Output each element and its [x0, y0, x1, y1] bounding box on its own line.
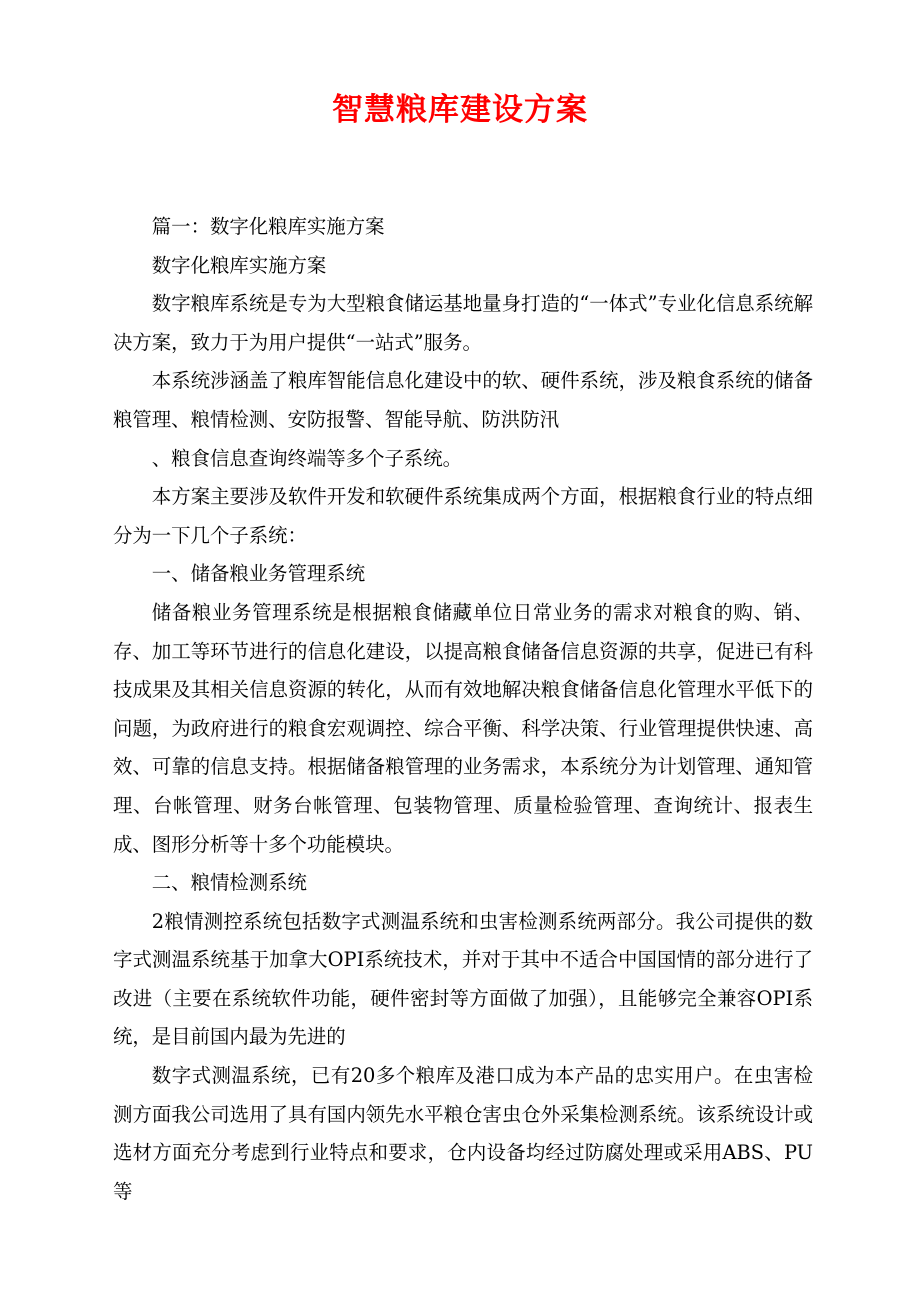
- paragraph-subtitle: 数字化粮库实施方案: [151, 253, 327, 277]
- paragraph-heading: 二、粮情检测系统: [151, 871, 307, 895]
- paragraph-section-heading: 篇一：数字化粮库实施方案: [151, 215, 385, 238]
- paragraph: 储备粮业务管理系统是根据粮食储藏单位日常业务的需求对粮食的购、销、存、加工等环节进行的信息化建设，以提高粮食储备信息资源的共享，促进已有科技成果及其相关信息资源的转化，从而有效地解决粮食储备信息化管理水平低下的问题，为政府进行的粮食宏观调控、综合平衡、科学决策、行业管理提供快速、高效、可靠的信息支持。根据储备粮管理的业务需求，本系统分为计划管理、通知管理、台帐管理、财务台帐管理、包装物管理、质量检验管理、查询统计、报表生成、图形分析等十多个功能模块。: [113, 600, 813, 856]
- paragraph: 数字粮库系统是专为大型粮食储运基地量身打造的“一体式”专业化信息系统解决方案，致力于为用户提供“一站式”服务。: [113, 292, 813, 354]
- paragraph: 数字式测温系统，已有20多个粮库及港口成为本产品的忠实用户。在虫害检测方面我公司选用了具有国内领先水平粮仓害虫仓外采集检测系统。该系统设计或选材方面充分考虑到行业特点和要求，仓内设备均经过防腐处理或采用ABS、PU等: [113, 1064, 813, 1203]
- paragraph: 本方案主要涉及软件开发和软硬件系统集成两个方面，根据粮食行业的特点细分为一下几个子系统：: [113, 485, 813, 547]
- document-title: 智慧粮库建设方案: [332, 92, 588, 128]
- paragraph: 2粮情测控系统包括数字式测温系统和虫害检测系统两部分。我公司提供的数字式测温系统基于加拿大OPI系统技术，并对于其中不适合中国国情的部分进行了改进（主要在系统软件功能，硬件密封等方面做了加强），且能够完全兼容OPI系统，是目前国内最为先进的: [113, 909, 813, 1049]
- paragraph: 、粮食信息查询终端等多个子系统。: [151, 446, 463, 470]
- document-body: [113, 208, 813, 1211]
- paragraph-heading: 一、储备粮业务管理系统: [151, 562, 366, 586]
- paragraph: 本系统涉涵盖了粮库智能信息化建设中的软、硬件系统，涉及粮食系统的储备粮管理、粮情检测、安防报警、智能导航、防洪防汛: [113, 369, 813, 431]
